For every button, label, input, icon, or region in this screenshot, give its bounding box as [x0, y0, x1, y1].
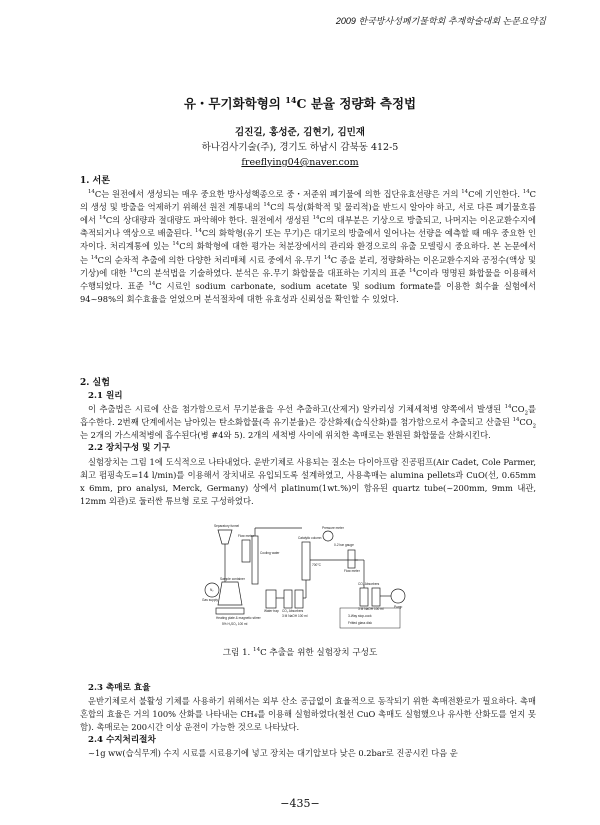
affiliation: 하나검사기술(주), 경기도 하남시 감북동 412-5: [201, 142, 399, 153]
diagram-label: 700°C: [312, 563, 321, 567]
diagram-label: Flow meter: [344, 569, 360, 573]
diagram-label: CO₂ Absorbers: [282, 609, 304, 613]
apparatus-paragraph: 실험장치는 그림 1에 도식적으로 나타내었다. 운반기체로 사용되는 질소는 다이아프람 진공펌프(Air Cadet, Cole Parmer, 최고 펌핑속도=14 l/min)를 이용해서 장치내로 유입되도록 설계하였고, 사용촉매는 alumina pellets과 CuO(선, 0.65mm x 6mm, pro analysi, Merck, Germany) 상에서 platinum(1wt.%)이 함유된 quartz tube(~200mm, 9mm 내관, 12mm 외관)로 둘러싼 튜브형 로로 구성하였다.: [80, 456, 536, 506]
diagram-label: Heating plate & magnetic stirrer: [216, 616, 261, 620]
section-experiment: [80, 377, 536, 508]
condenser-shape: [252, 536, 258, 584]
sample-container-shape: [218, 582, 242, 605]
subsection-heading-resin: 2.4 수지처리절차: [88, 735, 156, 746]
section-heading-intro: 1. 서론: [80, 176, 110, 186]
email-link[interactable]: freeflying04@naver.com: [241, 157, 359, 168]
diagram-label: Gas supply: [202, 598, 218, 602]
diagram-label: CO₂ Absorbers: [358, 582, 380, 586]
intro-paragraph: $^{14}$C는 원전에서 생성되는 매우 중요한 방사성핵종으로 중・저준위 폐기물에 의한 집단유효선량은 거의 $^{14}$C에 기인한다. $^{14}$C의 생성 및 방출을 억제하기 위해선 원전 계통내의 $^{14}$C의 특성(화학적 및 물리적)을 반드시 알아야 하고, 서로 다른 폐기물흐름에서 $^{14}$C의 상대량과 절대량도 파악해야 한다. 원전에서 생성된 $^{14}$C의 대부분은 기상으로 방출되고, 나머지는 이온교환수지에 축적되거나 액상으로 배출된다. $^{14}$C의 화학형(유기 또는 무기)은 대기로의 방출에서 일어나는 선량을 예측할 때 매우 중요한 인자이다. 처리계통에 있는 $^{14}$C의 화학형에 대한 평가는 처분장에서의 관리와 환경으로의 유출 모델링시 중요하다. 본 논문에서는 $^{14}$C의 순차적 추출에 의한 다양한 처리매체 시료 중에서 유.무기 $^{14}$C 종을 분리, 정량화하는 이온교환수지와 공정수(액상 및 기상)에 대한 $^{14}$C의 분석법을 기술하였다. 분석은 유.무기 화합물을 대표하는 기지의 표준 $^{14}$C이라 명명된 화합물을 이용해서 수행되었다. 표준 $^{14}$C 시료인 sodium carbonate, sodium acetate 및 sodium formate를 이용한 회수율 실험에서 94~98%의 회수효율을 얻었으며 분석절차에 대한 유효성과 신뢰성을 확인할 수 있었다.: [80, 189, 537, 304]
legend-box: [340, 608, 400, 628]
diagram-label: Water trap: [264, 609, 279, 613]
pump-shape: [391, 589, 405, 603]
flow-meter-shape-1: [242, 540, 250, 562]
diagram-label: Flow meter: [238, 534, 254, 538]
subsection-heading-apparatus: 2.2 장치구성 및 기구: [88, 443, 171, 454]
diagram-label: 0-2 bar gauge: [334, 543, 354, 547]
section-catalyst: [80, 682, 536, 761]
diagram-label: 3-Way stop-cock: [348, 614, 372, 618]
page-number: −435−: [280, 797, 320, 810]
absorber-shape-1: [284, 590, 292, 608]
diagram-label: Catalytic column: [298, 536, 322, 540]
resin-paragraph: ~1g ww(습식무게) 수지 시료를 시료용기에 넣고 장치는 대기압보다 낮은 0.2bar로 진공시킨 다음 운: [88, 748, 458, 759]
flow-meter-shape-2: [348, 550, 355, 568]
section-intro: [80, 175, 536, 306]
diagram-label: Sample container: [220, 577, 245, 581]
absorber-shape-2: [295, 590, 303, 608]
diagram-label: Pump: [394, 605, 403, 609]
diagram-label: Fritted glass disk: [348, 621, 372, 625]
separatory-funnel-shape: [218, 530, 232, 544]
figure-caption: 그림 1. $^{14}$C 추출을 위한 실험장치 구성도: [222, 647, 378, 658]
catalytic-column-shape: [302, 542, 310, 580]
diagram-label: N₂: [210, 588, 214, 592]
diagram-label: 3 M NaOH 100 ml: [282, 614, 308, 618]
author-names: 김진길, 홍성준, 김현기, 김민재: [235, 127, 365, 138]
diagram-label: 3 M NaOH 100 ml: [358, 607, 384, 611]
diagram-label: Separatory funnel: [214, 524, 240, 528]
pressure-meter-shape: [323, 531, 333, 541]
diagram-label: Pressure meter: [322, 526, 344, 530]
subsection-heading-catalyst: 2.3 촉매로 효율: [88, 683, 151, 693]
apparatus-diagram: [198, 520, 418, 632]
heating-plate-shape: [216, 608, 244, 614]
principle-paragraph: 이 추출법은 시료에 산을 첨가함으로서 무기분율을 우선 추출하고(산제거) 알카리성 기체세척병 양쪽에서 발생된 $^{14}CO_2$를 흡수한다. 2번째 단계에서는 남아있는 탄소화합물(즉 유기분율)은 강산화제(습식산화)를 첨가함으로서 추출되고 산출된 $^{14}CO_2$는 2개의 가스세척병에 흡수된다(병 #4와 5). 2개의 세척병 사이에 위치한 촉매로는 환원된 화합물을 산화시킨다.: [80, 404, 536, 441]
subsection-heading-principle: 2.1 원리: [88, 391, 123, 402]
paper-title: 유・무기화학형의 $^{14}$C 분율 정량화 측정법: [183, 94, 417, 111]
water-trap-shape: [266, 590, 276, 608]
diagram-label: Cooling water: [260, 551, 280, 555]
catalyst-paragraph: 운반기체로서 불활성 기체를 사용하기 위해서는 외부 산소 공급없이 효율적으로 동작되기 위한 촉매전환로가 필요하다. 촉매혼합의 효율은 거의 100% 산화를 나타내는 CH₄를 이용해 실험하였다(철선 CuO 촉매도 실험했으나 유사한 산화도를 얻지 못함). 촉매로는 200시간 이상 운전이 가능한 것으로 나타났다.: [80, 696, 536, 733]
section-heading-experiment: 2. 실험: [80, 378, 110, 388]
absorber-shape-3: [360, 588, 368, 606]
diagram-label: 5% H₂SO₄ 100 ml: [222, 622, 248, 626]
author-block: [0, 125, 600, 170]
running-header: 2009 한국방사성폐기물학회 추계학술대회 논문요약집: [335, 16, 546, 26]
absorber-shape-4: [372, 588, 380, 606]
